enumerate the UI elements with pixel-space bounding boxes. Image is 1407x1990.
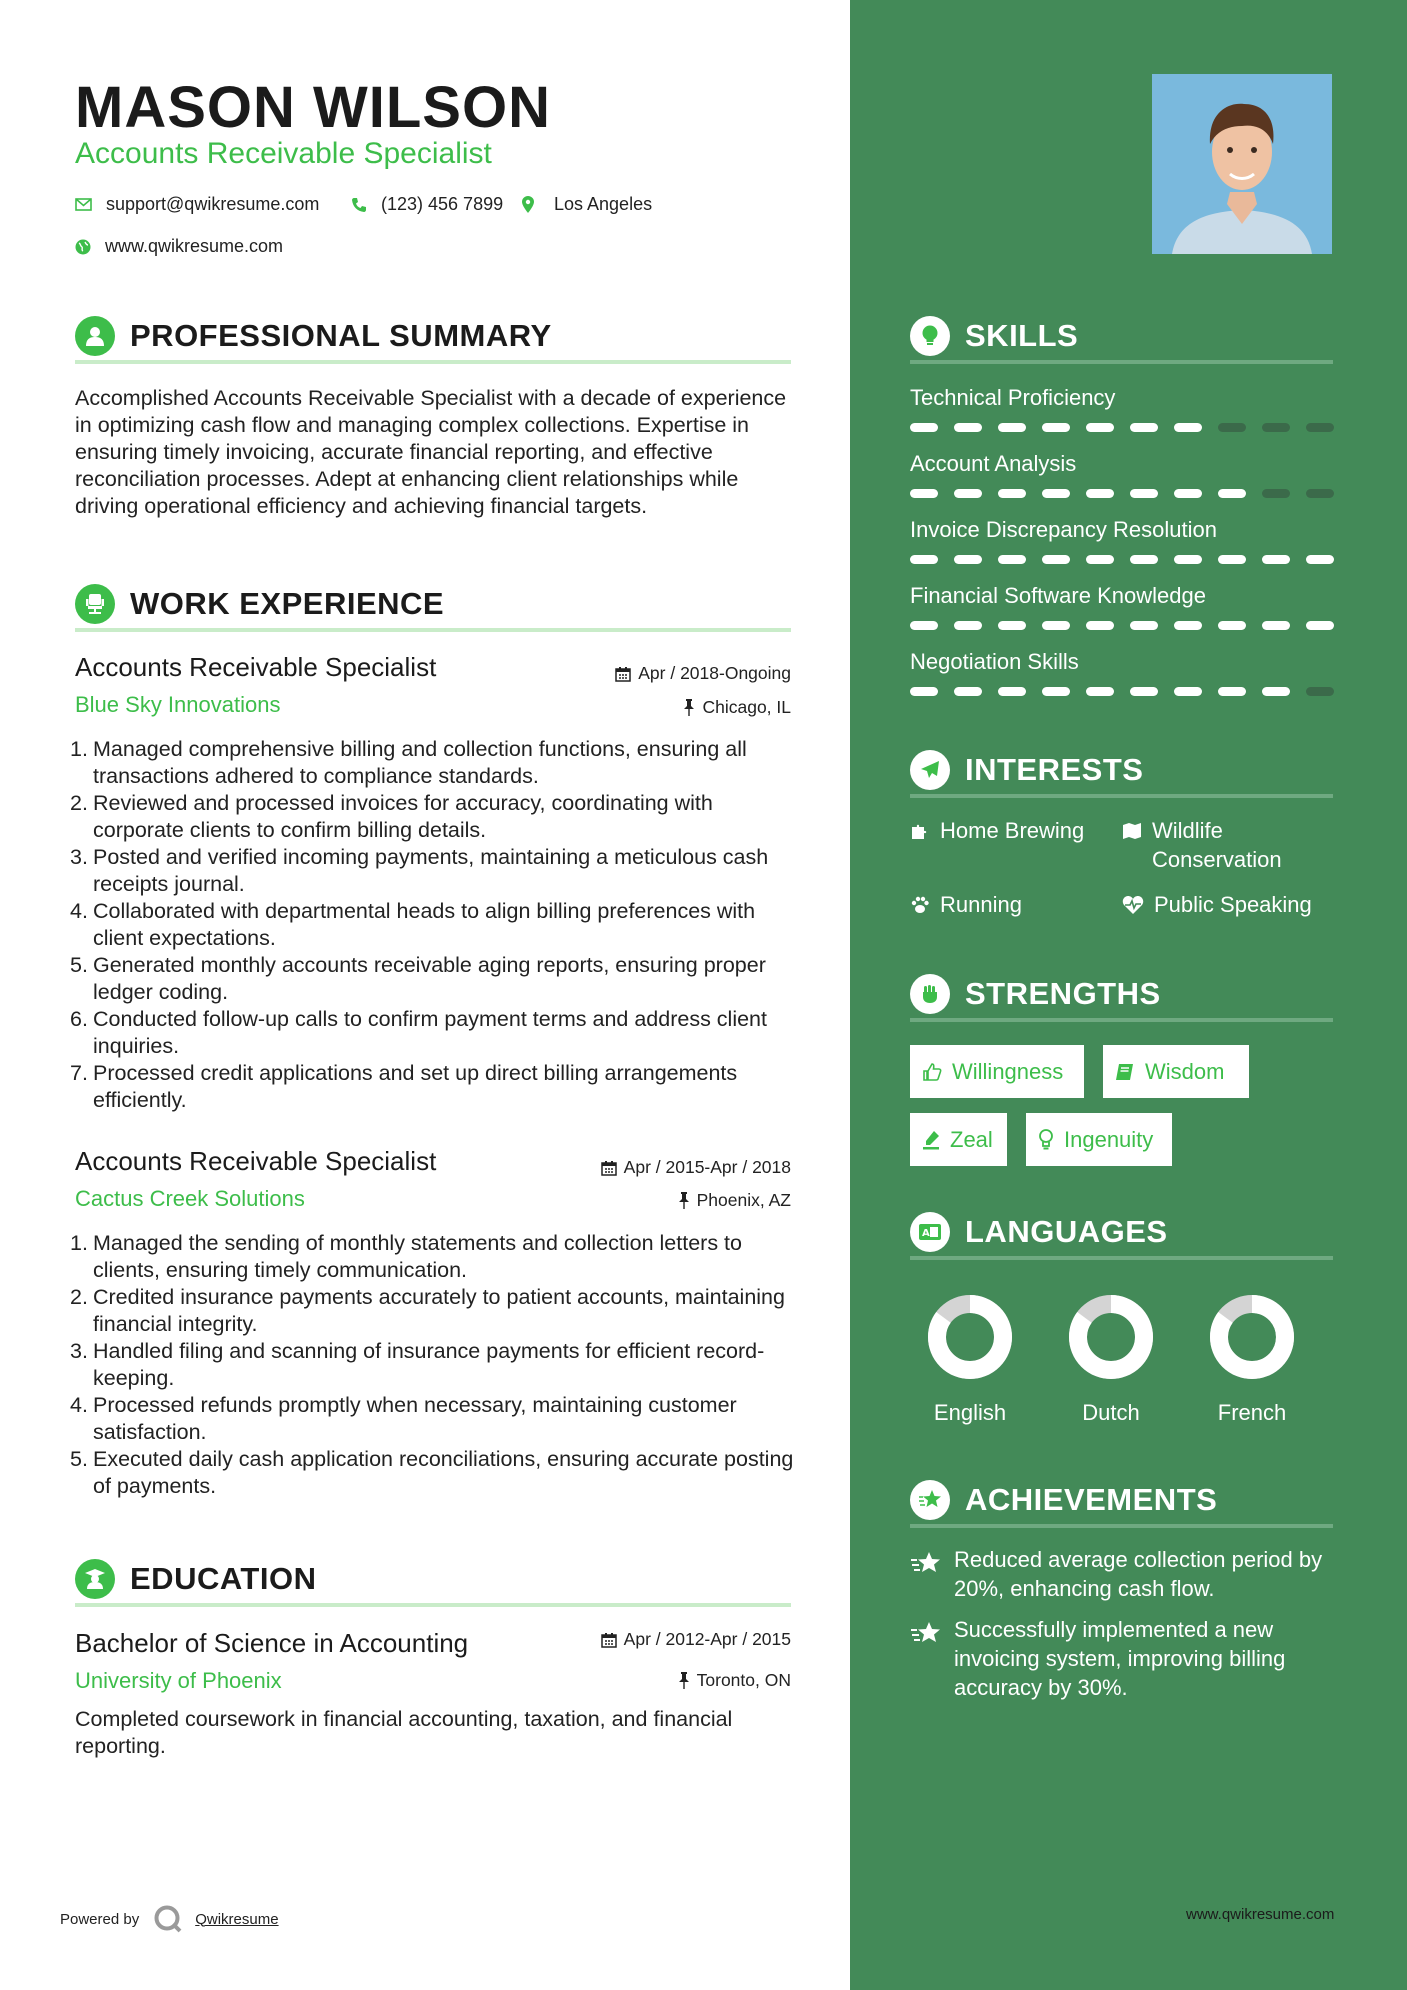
strengths-heading: STRENGTHS <box>965 976 1161 1011</box>
office-chair-icon <box>75 584 115 624</box>
skill-level-bar <box>910 621 1334 630</box>
skill-level-dot <box>954 423 982 432</box>
language-level-donut <box>1207 1292 1297 1382</box>
language-item <box>920 1292 1020 1426</box>
qwikresume-link[interactable]: Qwikresume <box>195 1910 279 1928</box>
skill-name: Financial Software Knowledge <box>910 583 1206 608</box>
bullet-number: 1. <box>70 737 88 761</box>
skill-level-dot <box>1262 489 1290 498</box>
skill-level-dot <box>1262 555 1290 564</box>
skill-level-dot <box>1042 423 1070 432</box>
skill-level-dot <box>1042 489 1070 498</box>
paw-icon <box>910 895 930 915</box>
bullet-number: 5. <box>70 953 88 977</box>
thumbs-up-icon <box>922 1062 942 1082</box>
candidate-title: Accounts Receivable Specialist <box>75 137 492 170</box>
interest-item <box>1122 890 1312 919</box>
skill-level-dot <box>1130 621 1158 630</box>
school-name: University of Phoenix <box>75 1668 282 1693</box>
pin-icon <box>683 699 695 716</box>
skill-level-dot <box>954 687 982 696</box>
achievements-section-header <box>910 1476 1333 1528</box>
skill-level-dot <box>1042 621 1070 630</box>
skill-level-dot <box>1086 687 1114 696</box>
education-description: Completed coursework in financial accounting, taxation, and financial reporting. <box>75 1707 733 1758</box>
strength-label: Wisdom <box>1145 1058 1225 1084</box>
achievement-text: Reduced average collection period by 20%, enhancing cash flow. <box>954 1547 1323 1601</box>
job-bullet-item <box>70 790 800 844</box>
puzzle-icon <box>910 821 930 841</box>
job-bullet-item <box>70 1230 800 1284</box>
bullet-text: Credited insurance payments accurately to patient accounts, maintaining financial integrity. <box>93 1285 785 1336</box>
summary-heading: PROFESSIONAL SUMMARY <box>130 318 552 353</box>
summary-section-header <box>75 312 791 364</box>
skill-level-dot <box>1306 423 1334 432</box>
bullet-text: Collaborated with departmental heads to align billing preferences with client expectations. <box>93 899 756 950</box>
education-heading: EDUCATION <box>130 1561 317 1596</box>
strength-label: Zeal <box>950 1126 993 1152</box>
skill-level-dot <box>1262 423 1290 432</box>
job-bullets <box>70 736 800 1114</box>
book-icon <box>1115 1063 1135 1081</box>
achievement-text: Successfully implemented a new invoicing system, improving billing accuracy by 30%. <box>954 1617 1286 1700</box>
achievement-item <box>910 1615 1350 1702</box>
achievements-heading: ACHIEVEMENTS <box>965 1482 1218 1517</box>
skill-level-bar <box>910 423 1334 432</box>
bullet-number: 3. <box>70 1339 88 1363</box>
skills-heading: SKILLS <box>965 318 1079 353</box>
job-bullet-item <box>70 1446 800 1500</box>
bullet-text: Managed comprehensive billing and collection functions, ensuring all transactions adhered to compliance standards. <box>93 737 747 788</box>
strength-tag <box>910 1045 1084 1098</box>
job-bullets <box>70 1230 800 1500</box>
graduate-icon <box>75 1559 115 1599</box>
strengths-section-header <box>910 970 1333 1022</box>
language-item <box>1061 1292 1161 1426</box>
strength-label: Willingness <box>952 1058 1064 1084</box>
job-company: Cactus Creek Solutions <box>75 1186 305 1211</box>
languages-section-header <box>910 1208 1333 1260</box>
phone-text: (123) 456 7899 <box>381 194 504 214</box>
footer-powered-by <box>60 1904 279 1934</box>
website-text: www.qwikresume.com <box>105 236 284 256</box>
bullet-text: Conducted follow-up calls to confirm payment terms and address client inquiries. <box>93 1007 767 1058</box>
globe-icon <box>75 239 91 255</box>
education-location-text: Toronto, ON <box>696 1670 791 1690</box>
interest-label: Home Brewing <box>940 818 1085 843</box>
strength-label: Ingenuity <box>1064 1126 1154 1152</box>
bullet-text: Posted and verified incoming payments, maintaining a meticulous cash receipts journal. <box>93 845 769 896</box>
star-icon <box>910 1480 950 1520</box>
location-text: Los Angeles <box>554 194 653 214</box>
powered-by-text: Powered by <box>60 1910 140 1928</box>
skill-level-dot <box>954 555 982 564</box>
skill-level-dot <box>1306 687 1334 696</box>
svg-text:A: A <box>922 1228 930 1239</box>
user-icon <box>75 316 115 356</box>
contact-location <box>522 194 652 215</box>
skill-level-dot <box>1174 555 1202 564</box>
skill-level-dot <box>1262 621 1290 630</box>
bullet-number: 2. <box>70 791 88 815</box>
skill-level-bar <box>910 489 1334 498</box>
interest-label: Public Speaking <box>1154 892 1312 917</box>
education-location <box>678 1670 791 1691</box>
skill-level-dot <box>998 555 1026 564</box>
skill-level-dot <box>1218 489 1246 498</box>
calendar-icon <box>601 1160 617 1176</box>
contact-website[interactable] <box>75 236 283 257</box>
language-name: English <box>933 1400 1007 1425</box>
interest-item <box>910 816 1084 845</box>
profile-photo <box>1152 74 1332 254</box>
skill-level-dot <box>910 489 938 498</box>
job-location <box>678 1190 791 1211</box>
pin-icon <box>678 1672 690 1689</box>
contact-email[interactable] <box>75 194 319 215</box>
job-dates-text: Apr / 2015-Apr / 2018 <box>623 1157 791 1177</box>
bullet-text: Managed the sending of monthly statements and collection letters to clients, ensuring timely communication. <box>93 1231 742 1282</box>
pin-icon <box>678 1192 690 1209</box>
footer-site[interactable]: www.qwikresume.com <box>1186 1906 1335 1923</box>
skill-level-dot <box>998 621 1026 630</box>
job-bullet-item <box>70 952 800 1006</box>
experience-section-header <box>75 580 791 632</box>
bullet-number: 6. <box>70 1007 88 1031</box>
bullet-text: Processed refunds promptly when necessary, maintaining customer satisfaction. <box>93 1393 737 1444</box>
language-level-donut <box>1066 1292 1156 1382</box>
skill-level-dot <box>1306 489 1334 498</box>
job-bullet-item <box>70 898 800 952</box>
achievement-item <box>910 1545 1350 1603</box>
strength-tag <box>1103 1045 1249 1098</box>
language-level-donut <box>925 1292 1015 1382</box>
calendar-icon <box>601 1632 617 1648</box>
fist-icon <box>910 974 950 1014</box>
skill-level-dot <box>1218 621 1246 630</box>
job-bullet-item <box>70 1392 800 1446</box>
skill-level-dot <box>1218 687 1246 696</box>
skill-level-dot <box>1174 621 1202 630</box>
envelope-icon <box>75 198 92 211</box>
skill-level-bar <box>910 687 1334 696</box>
interests-section-header <box>910 746 1333 798</box>
job-dates-text: Apr / 2018-Ongoing <box>638 663 791 683</box>
education-dates-text: Apr / 2012-Apr / 2015 <box>623 1629 791 1649</box>
strength-tag <box>910 1113 1007 1166</box>
summary-text: Accomplished Accounts Receivable Specialist with a decade of experience in optimizing cash flow and managing complex collections. Expertise in ensuring timely invoicing, accurate financial reporting, and effective reconciliation processes. Adept at enhancing client relationships while driving operational efficiency and achieving financial targets. <box>75 386 787 518</box>
email-text: support@qwikresume.com <box>106 194 320 214</box>
skill-level-dot <box>1130 687 1158 696</box>
skill-level-dot <box>1174 687 1202 696</box>
job-company: Blue Sky Innovations <box>75 692 281 717</box>
language-name: Dutch <box>1082 1400 1140 1425</box>
job-bullet-item <box>70 736 800 790</box>
skill-level-dot <box>910 621 938 630</box>
bullet-number: 5. <box>70 1447 88 1471</box>
map-marker-icon <box>522 196 534 213</box>
skill-level-dot <box>1130 489 1158 498</box>
language-icon <box>910 1212 950 1252</box>
skill-level-bar <box>910 555 1334 564</box>
skill-name: Technical Proficiency <box>910 385 1116 410</box>
skill-level-dot <box>998 489 1026 498</box>
contact-phone[interactable] <box>351 194 503 215</box>
qwikresume-logo-icon <box>153 1904 183 1934</box>
job-bullet-item <box>70 1060 800 1114</box>
languages-heading: LANGUAGES <box>965 1214 1168 1249</box>
bullet-text: Handled filing and scanning of insurance payments for efficient record-keeping. <box>93 1339 765 1390</box>
bullet-number: 4. <box>70 1393 88 1417</box>
job-bullet-item <box>70 1338 800 1392</box>
bullet-number: 4. <box>70 899 88 923</box>
paper-plane-icon <box>910 750 950 790</box>
job-bullet-item <box>70 844 800 898</box>
skill-level-dot <box>954 621 982 630</box>
skill-level-dot <box>1174 423 1202 432</box>
degree-title: Bachelor of Science in Accounting <box>75 1628 469 1658</box>
skill-level-dot <box>1306 621 1334 630</box>
language-item <box>1202 1292 1302 1426</box>
skill-level-dot <box>998 423 1026 432</box>
skill-level-dot <box>1130 555 1158 564</box>
skill-level-dot <box>1306 555 1334 564</box>
job-bullet-item <box>70 1006 800 1060</box>
education-dates <box>601 1629 791 1650</box>
job-dates <box>615 663 791 684</box>
candidate-name: MASON WILSON <box>75 75 551 140</box>
skill-level-dot <box>1262 687 1290 696</box>
bullet-number: 2. <box>70 1285 88 1309</box>
lightbulb-icon <box>910 316 950 356</box>
lightbulb-icon <box>1038 1129 1054 1151</box>
skill-level-dot <box>1174 489 1202 498</box>
bullet-text: Executed daily cash application reconciliations, ensuring accurate posting of payments. <box>93 1447 794 1498</box>
job-bullet-item <box>70 1284 800 1338</box>
skill-level-dot <box>1086 423 1114 432</box>
strength-tag <box>1026 1113 1172 1166</box>
education-section-header <box>75 1555 791 1607</box>
skill-level-dot <box>1086 489 1114 498</box>
bullet-text: Processed credit applications and set up direct billing arrangements efficiently. <box>93 1061 738 1112</box>
interest-item <box>910 890 1022 919</box>
skill-level-dot <box>910 423 938 432</box>
heartbeat-icon <box>1122 895 1144 915</box>
skill-level-dot <box>1130 423 1158 432</box>
skills-section-header <box>910 312 1333 364</box>
experience-heading: WORK EXPERIENCE <box>130 586 445 621</box>
bullet-text: Reviewed and processed invoices for accuracy, coordinating with corporate clients to confirm billing details. <box>93 791 713 842</box>
star-icon <box>910 1551 942 1575</box>
interest-label: Wildlife Conservation <box>1152 818 1282 872</box>
language-name: French <box>1217 1400 1287 1425</box>
skill-level-dot <box>954 489 982 498</box>
skill-level-dot <box>910 555 938 564</box>
skill-level-dot <box>1218 555 1246 564</box>
map-icon <box>1122 821 1142 841</box>
skill-name: Negotiation Skills <box>910 649 1079 674</box>
job-dates <box>601 1157 791 1178</box>
skill-level-dot <box>1218 423 1246 432</box>
skill-name: Invoice Discrepancy Resolution <box>910 517 1217 542</box>
skill-level-dot <box>1086 621 1114 630</box>
phone-icon <box>351 197 367 213</box>
job-title: Accounts Receivable Specialist <box>75 652 437 682</box>
star-icon <box>910 1621 942 1645</box>
interests-heading: INTERESTS <box>965 752 1144 787</box>
job-location-text: Chicago, IL <box>702 697 791 717</box>
interest-label: Running <box>940 892 1022 917</box>
calendar-icon <box>615 666 631 682</box>
interest-item <box>1122 816 1322 874</box>
bullet-text: Generated monthly accounts receivable aging reports, ensuring proper ledger coding. <box>93 953 766 1004</box>
bullet-number: 7. <box>70 1061 88 1085</box>
job-title: Accounts Receivable Specialist <box>75 1146 437 1176</box>
skill-level-dot <box>1042 687 1070 696</box>
skill-level-dot <box>1042 555 1070 564</box>
job-location <box>683 697 791 718</box>
skill-name: Account Analysis <box>910 451 1077 476</box>
skill-level-dot <box>998 687 1026 696</box>
bullet-number: 1. <box>70 1231 88 1255</box>
skill-level-dot <box>910 687 938 696</box>
skill-level-dot <box>1086 555 1114 564</box>
job-location-text: Phoenix, AZ <box>696 1190 791 1210</box>
bullet-number: 3. <box>70 845 88 869</box>
eyedropper-icon <box>922 1130 940 1150</box>
